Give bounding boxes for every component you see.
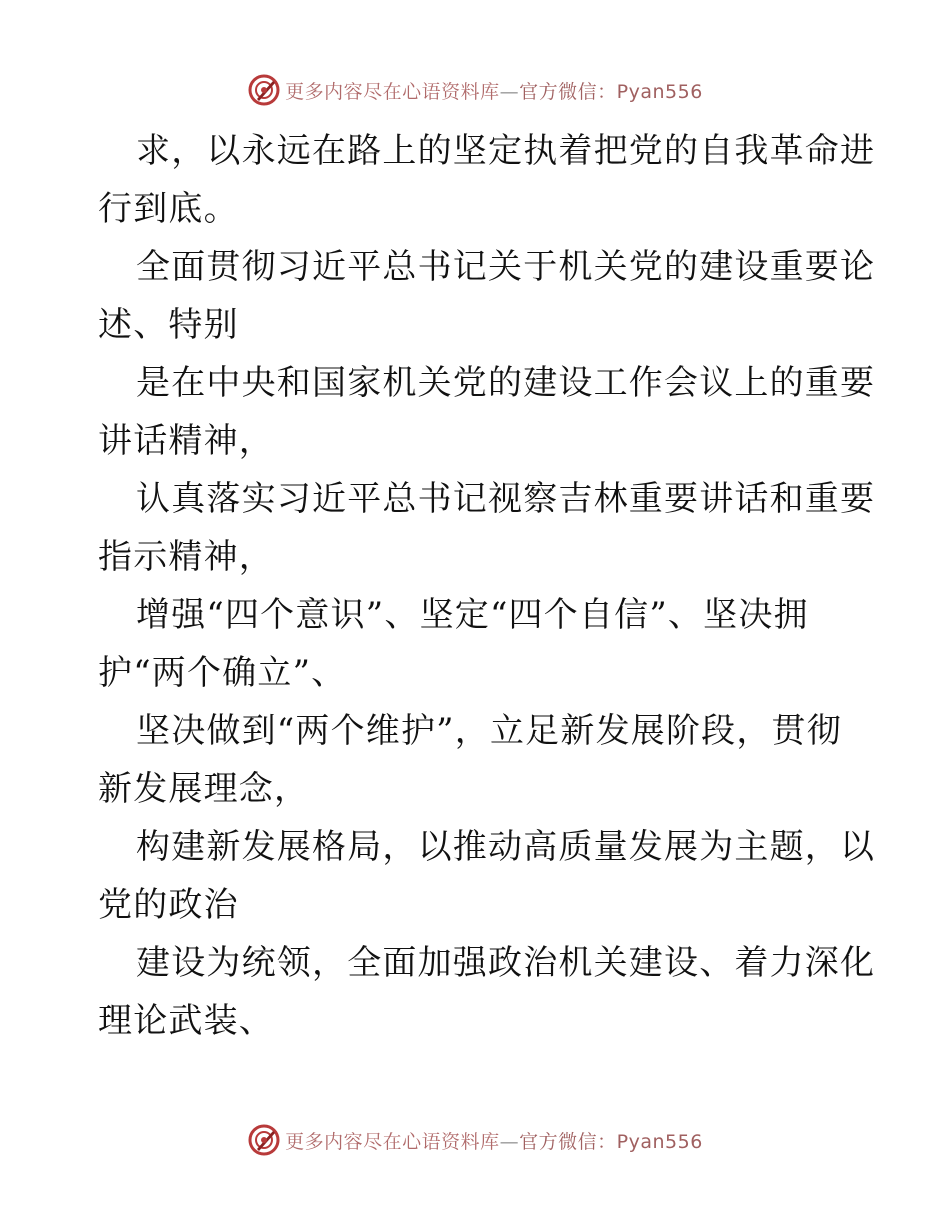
header-wechat: 官方微信：Pyan556: [519, 80, 703, 103]
brand-logo-icon: [247, 73, 281, 107]
text-line: 理论武装、: [98, 1001, 274, 1041]
footer-dash: —: [499, 1130, 520, 1153]
text-line: 述、特别: [98, 305, 239, 345]
text-line: 增强“四个意识”、坚定“四个自信”、坚决拥: [136, 595, 809, 635]
text-line: 建设为统领，全面加强政治机关建设、着力深化: [136, 943, 876, 983]
header-dash: —: [499, 80, 520, 103]
footer-watermark-text: [285, 1127, 703, 1154]
text-line: 构建新发展格局，以推动高质量发展为主题，以: [136, 827, 876, 867]
text-line: 是在中央和国家机关党的建设工作会议上的重要: [136, 363, 876, 403]
text-line: 求，以永远在路上的坚定执着把党的自我革命进: [136, 131, 876, 171]
text-line: 全面贯彻习近平总书记关于机关党的建设重要论: [136, 247, 876, 287]
text-line: 指示精神，: [98, 537, 274, 577]
text-line: 坚决做到“两个维护”，立足新发展阶段，贯彻: [136, 711, 842, 751]
footer-wechat: 官方微信：Pyan556: [519, 1130, 703, 1153]
brand-logo-icon: [247, 1123, 281, 1157]
document-body: [98, 122, 876, 1050]
header-watermark: [0, 70, 950, 110]
text-line: 新发展理念，: [98, 769, 310, 809]
text-line: 讲话精神，: [98, 421, 274, 461]
text-line: 护“两个确立”、: [98, 653, 347, 693]
text-line: 认真落实习近平总书记视察吉林重要讲话和重要: [136, 479, 876, 519]
footer-brand: 更多内容尽在心语资料库: [285, 1130, 500, 1153]
footer-watermark: [0, 1120, 950, 1160]
text-line: 行到底。: [98, 189, 239, 229]
header-watermark-text: [285, 77, 703, 104]
text-line: 党的政治: [98, 885, 239, 925]
header-brand: 更多内容尽在心语资料库: [285, 80, 500, 103]
